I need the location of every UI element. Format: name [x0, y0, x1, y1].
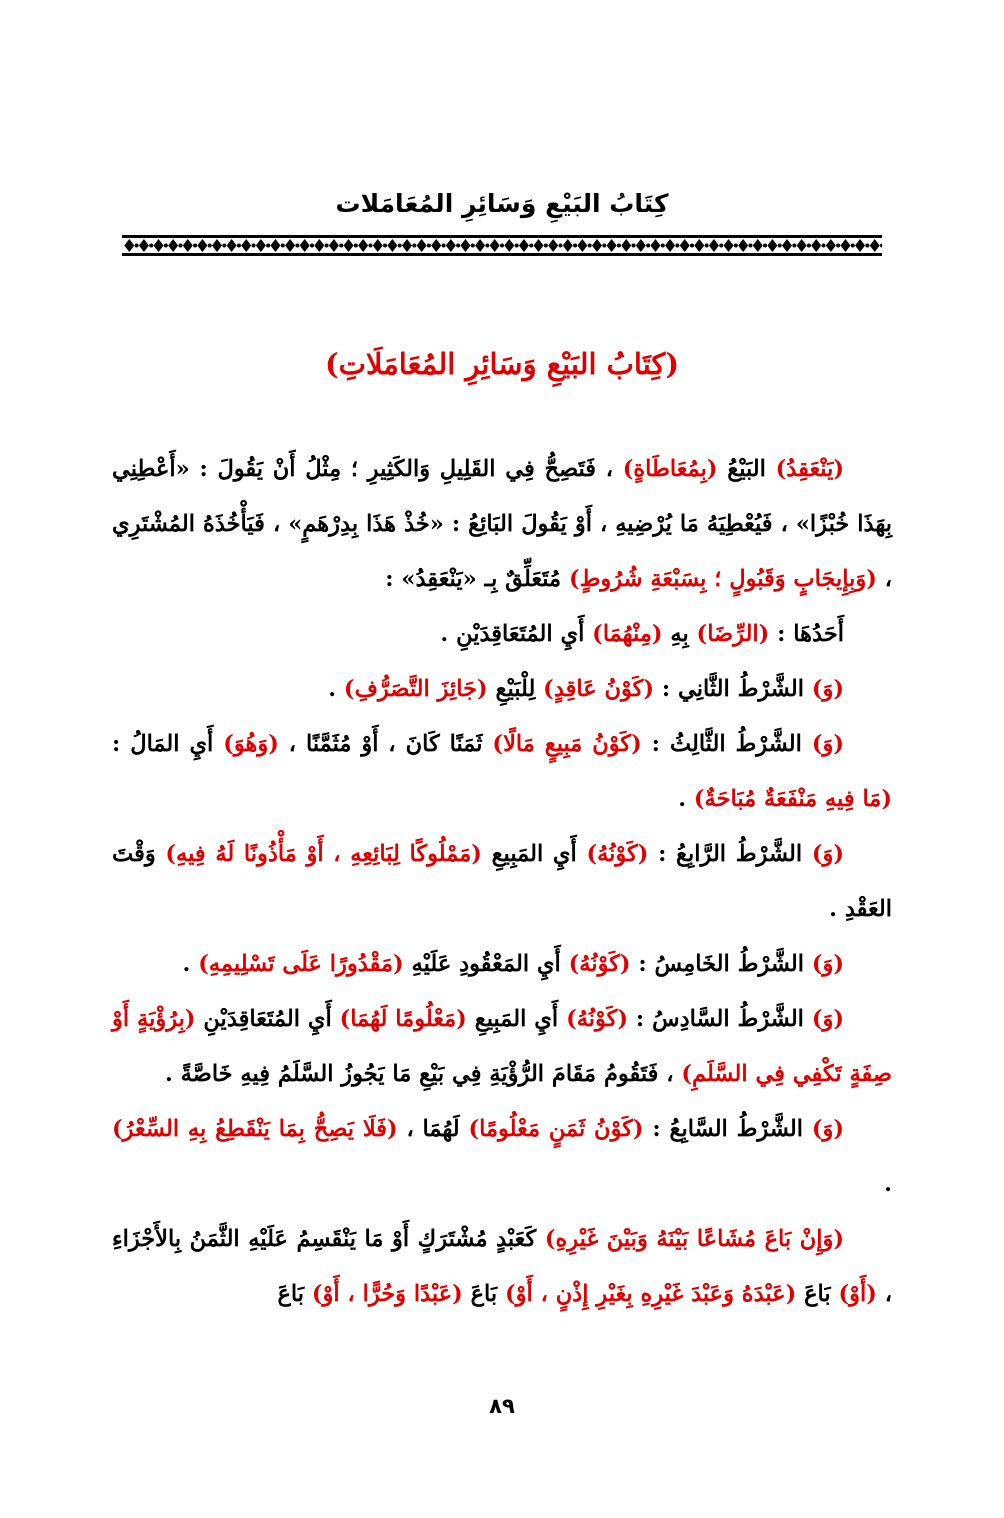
matn-text: (فَلَا يَصِحُّ بِمَا يَنْقَطِعُ بِهِ السِّعْرُ): [112, 1116, 398, 1142]
paragraph: [112, 992, 892, 1102]
matn-text: (كَوْنُهُ): [568, 951, 631, 977]
matn-text: (وَإِنْ بَاعَ مُشَاعًا بَيْنَهُ وَبَيْنَ غَيْرِهِ): [544, 1226, 845, 1252]
matn-text: (كَوْنُهُ): [586, 841, 649, 867]
commentary-text: بَاعَ: [462, 1281, 505, 1307]
matn-text: (وَ): [811, 841, 844, 867]
commentary-text: أَيِ المَبِيعِ: [466, 1006, 567, 1032]
commentary-text: الشَّرْطُ السَّابِعُ :: [643, 1116, 812, 1142]
commentary-text: بَاعَ: [796, 1281, 839, 1307]
matn-text: (مِنْهُمَا): [592, 621, 663, 647]
commentary-text: .: [884, 1171, 892, 1197]
commentary-text: الشَّرْطُ الثَّالِثُ :: [641, 731, 812, 757]
commentary-text: الشَّرْطُ الثَّانِي :: [654, 676, 812, 702]
paragraph: [112, 1102, 892, 1212]
paragraph: [112, 607, 892, 662]
matn-text: (مَا فِيهِ مَنْفَعَةٌ مُبَاحَةٌ): [693, 786, 892, 812]
matn-text: (عَبْدَهُ وَعَبْدَ غَيْرِهِ بِغَيْرِ إِذْنٍ ، أَوْ): [505, 1281, 797, 1307]
commentary-text: .: [678, 786, 694, 812]
matn-text: (كَوْنُ مَبِيعٍ مَالًا): [492, 731, 642, 757]
commentary-text: أَيِ المُتَعَاقِدَيْنِ: [195, 1006, 340, 1032]
matn-text: (وَ): [811, 731, 844, 757]
commentary-text: مُتَعَلِّقٌ بِـ «يَنْعَقِدُ» :: [385, 566, 569, 592]
commentary-text: بَاعَ: [277, 1281, 312, 1307]
paragraph: [112, 827, 892, 937]
commentary-text: أَحَدُهَا :: [769, 621, 844, 647]
matn-text: (مَقْدُورًا عَلَى تَسْلِيمِهِ): [198, 951, 404, 977]
matn-text: (جَائِزَ التَّصَرُّفِ): [343, 676, 488, 702]
matn-text: (وَ): [811, 951, 844, 977]
chapter-title: (كِتَابُ البَيْعِ وَسَائِرِ المُعَامَلَاتِ): [324, 347, 680, 381]
matn-text: (يَنْعَقِدُ): [775, 456, 844, 482]
main-text: [112, 442, 892, 1322]
commentary-text: أَيِ المُتَعَاقِدَيْنِ .: [440, 621, 593, 647]
matn-text: (الرِّضَا): [696, 621, 770, 647]
matn-text: (كَوْنُ ثَمَنٍ مَعْلُومًا): [468, 1116, 644, 1142]
commentary-text: أَيِ المَالُ :: [112, 731, 224, 757]
paragraph: [112, 442, 892, 607]
commentary-text: ثَمَنًا كَانَ ، أَوْ مُثَمَّنًا ،: [278, 731, 493, 757]
commentary-text: أَيِ المَبِيعِ: [481, 841, 587, 867]
matn-text: (مَمْلُوكًا لِبَائِعِهِ ، أَوْ مَأْذُونًا لَهُ فِيهِ): [165, 841, 482, 867]
matn-text: (وَهُوَ): [223, 731, 279, 757]
matn-text: (كَوْنُهُ): [566, 1006, 629, 1032]
commentary-text: ، فَتَقُومُ مَقَامَ الرُّؤْيَةِ فِي بَيْعِ مَا يَجُوزُ السَّلَمُ فِيهِ خَاصَّةً .: [164, 1061, 682, 1087]
commentary-text: الشَّرْطُ السَّادِسُ :: [628, 1006, 812, 1032]
commentary-text: البَيْعُ: [717, 456, 776, 482]
commentary-text: بِهِ: [662, 621, 697, 647]
matn-text: (وَبِإِيجَابٍ وَقَبُولٍ ؛ بِسَبْعَةِ شُرُوطٍ): [568, 566, 877, 592]
paragraph: [112, 662, 892, 717]
commentary-text: كَعَبْدٍ مُشْتَرَكٍ أَوْ مَا يَنْقَسِمُ عَلَيْهِ الثَّمَنُ بِالأَجْزَاءِ ،: [112, 1226, 892, 1307]
commentary-text: ، فَتَصِحُّ فِي القَلِيلِ وَالكَثِيرِ ؛ مِثْلُ أَنْ يَقُولَ : «أَعْطِنِي بِهَذَا خُبْزًا» ، فَيُعْطِيَهُ مَا يُرْضِيهِ ، أَوْ يَقُولَ البَائِعُ : «خُذْ هَذَا بِدِرْهَمٍ» ، فَيَأْخُذَهُ المُشْتَرِي ،: [112, 456, 892, 592]
matn-text: (وَ): [811, 1116, 845, 1142]
commentary-text: الشَّرْطُ الرَّابِعُ :: [648, 841, 812, 867]
commentary-text: الشَّرْطُ الخَامِسُ :: [630, 951, 812, 977]
paragraph: [112, 937, 892, 992]
commentary-text: لَهُمَا ،: [397, 1116, 469, 1142]
commentary-text: لِلْبَيْعِ: [487, 676, 544, 702]
running-header-title: كِتَابُ البَيْعِ وَسَائِرِ المُعَامَلات: [335, 189, 669, 218]
matn-text: (كَوْنُ عَاقِدٍ): [543, 676, 655, 702]
paragraph: [112, 717, 892, 827]
matn-text: (بِرُؤْيَةٍ أَوْ صِفَةٍ تَكْفِي فِي السَّلَمِ): [112, 1006, 892, 1087]
matn-text: (وَ): [811, 1006, 845, 1032]
commentary-text: وَقْتَ العَقْدِ .: [112, 841, 892, 922]
commentary-text: أَيِ المَعْقُودِ عَلَيْهِ: [403, 951, 569, 977]
matn-text: (بِمُعَاطَاةٍ): [622, 456, 718, 482]
commentary-text: .: [328, 676, 344, 702]
matn-text: (عَبْدًا وَحُرًّا ، أَوْ): [311, 1281, 463, 1307]
ornamental-divider: [122, 232, 882, 258]
matn-text: (وَ): [811, 676, 844, 702]
page-number: ٨٩: [489, 1394, 515, 1418]
commentary-text: .: [182, 951, 199, 977]
paragraph: [112, 1212, 892, 1322]
matn-text: (مَعْلُومًا لَهُمَا): [339, 1006, 467, 1032]
matn-text: (أَوْ): [838, 1281, 877, 1307]
